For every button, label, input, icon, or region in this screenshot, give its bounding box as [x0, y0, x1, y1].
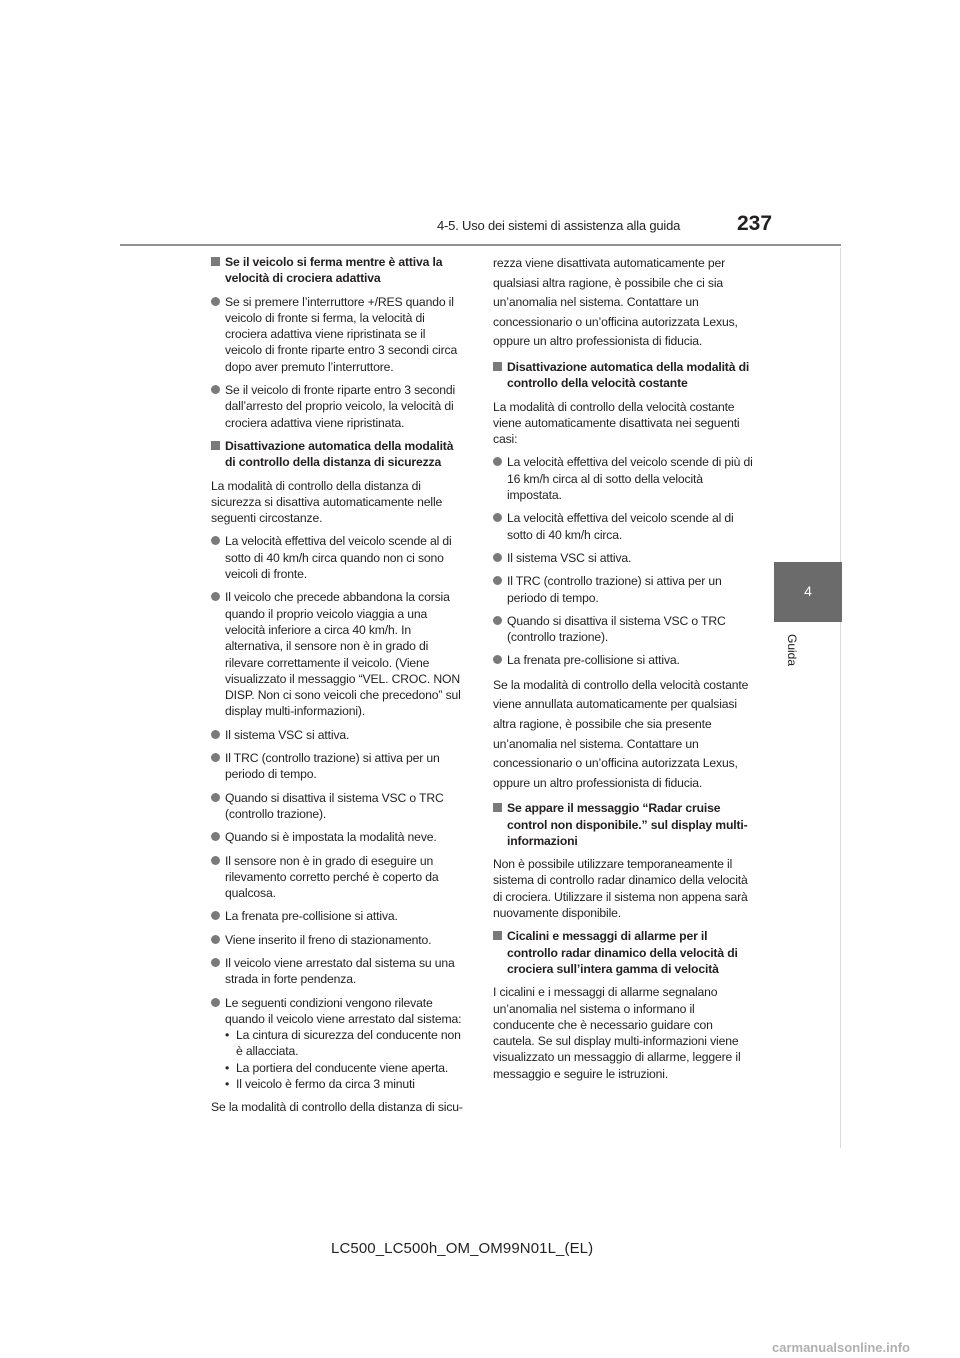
square-bullet-icon — [493, 362, 502, 371]
sub-item-text: La cintura di sicurezza del conducente non è allacciata. — [236, 1028, 461, 1059]
bullet-item — [211, 589, 465, 719]
bullet-item — [211, 533, 465, 582]
sub-item — [225, 1060, 465, 1076]
bullet-item — [211, 829, 465, 845]
bullet-text: Il sistema VSC si attiva. — [225, 727, 350, 742]
chapter-label: Guida — [785, 634, 799, 667]
heading-text: Disattivazione automatica della modalità di controllo della velocità costante — [507, 359, 750, 391]
square-bullet-icon — [211, 441, 220, 450]
round-bullet-icon — [493, 457, 502, 466]
chapter-tab[interactable]: 4 — [774, 562, 842, 622]
bullet-item — [211, 790, 465, 823]
bullet-item — [493, 613, 753, 646]
sub-item-text: La portiera del conducente viene aperta. — [236, 1060, 449, 1075]
bullet-text: Il sensore non è in grado di eseguire un rilevamento corretto perché è coperto da qualcosa. — [225, 853, 439, 901]
round-bullet-icon — [211, 911, 220, 920]
bullet-item — [493, 454, 753, 503]
bullet-item — [211, 382, 465, 431]
bullet-text: Se si premere l’interruttore +/RES quando il veicolo di fronte si ferma, la velocità di crociera adattiva viene ripristinata se il veicolo di fronte riparte entro 3 secondi circa dopo aver premuto l’interruttore. — [225, 294, 458, 374]
round-bullet-icon — [211, 832, 220, 841]
bullet-item — [493, 573, 753, 606]
page-number: 237 — [737, 212, 773, 235]
side-divider — [840, 248, 841, 1148]
round-bullet-icon — [493, 513, 502, 522]
bullet-item — [493, 652, 753, 668]
sub-item-text: Il veicolo è fermo da circa 3 minuti — [236, 1077, 415, 1092]
header-divider — [120, 244, 841, 246]
bullet-item — [493, 510, 753, 543]
heading-text: Se il veicolo si ferma mentre è attiva la velocità di crociera adattiva — [225, 255, 443, 286]
bullet-text: Quando si disattiva il sistema VSC o TRC (controllo trazione). — [507, 613, 726, 645]
round-bullet-icon — [211, 935, 220, 944]
bullet-text: Quando si è impostata la modalità neve. — [225, 830, 437, 845]
bullet-text: Le seguenti condizioni vengono rilevate quando il veicolo viene arrestato dal sistema: — [225, 995, 462, 1026]
bullet-item — [211, 908, 465, 924]
section-heading — [493, 359, 753, 392]
bullet-text: La velocità effettiva del veicolo scende al di sotto di 40 km/h circa. — [507, 511, 734, 542]
bullet-text: Il veicolo che precede abbandona la corsia quando il proprio veicolo viaggia a una velocità inferiore a circa 40 km/h. In alternativa, il sensore non è in grado di rilevare correttamente il veicolo. (Viene visualizzato il messaggio “VEL. CROC. NON DISP. Non ci sono veicoli che precedono” sul display multi-informazioni). — [225, 590, 461, 719]
left-column — [211, 254, 465, 1123]
manual-code: LC500_LC500h_OM_OM99N01L_(EL) — [331, 1240, 594, 1257]
bullet-text: La velocità effettiva del veicolo scende di più di 16 km/h circa al di sotto della velocità impostata. — [507, 455, 753, 503]
bullet-item — [211, 932, 465, 948]
paragraph: rezza viene disattivata automaticamente per qualsiasi altra ragione, è possibile che ci sia un’anomalia nel sistema. Contattare un concessionario o un’officina autorizzata Lexus, oppure un altro professionista di fiducia. — [493, 256, 738, 349]
round-bullet-icon — [211, 730, 220, 739]
square-bullet-icon — [493, 931, 502, 940]
paragraph: La modalità di controllo della distanza di sicurezza si disattiva automaticamente nelle seguenti circostanze. — [211, 478, 443, 526]
paragraph: La modalità di controllo della velocità costante viene automaticamente disattivata nei seguenti casi: — [493, 399, 740, 447]
right-column — [493, 254, 753, 1089]
sub-bullet-icon: • — [225, 1060, 230, 1075]
round-bullet-icon — [211, 958, 220, 967]
paragraph: Non è possibile utilizzare temporaneamente il sistema di controllo radar dinamico della velocità di crociera. Utilizzare il sistema non appena sarà nuovamente disponibile. — [493, 857, 748, 921]
bullet-item — [211, 853, 465, 902]
heading-text: Se appare il messaggio “Radar cruise control non disponibile.” sul display multi-informazioni — [507, 801, 748, 848]
bullet-text: La frenata pre-collisione si attiva. — [507, 653, 680, 668]
heading-text: Disattivazione automatica della modalità di controllo della distanza di sicurezza — [225, 438, 454, 470]
round-bullet-icon — [211, 592, 220, 601]
sub-bullet-icon: • — [225, 1077, 230, 1092]
round-bullet-icon — [493, 616, 502, 625]
square-bullet-icon — [211, 257, 220, 266]
bullet-item — [211, 995, 465, 1093]
bullet-item — [211, 750, 465, 783]
bullet-item — [211, 727, 465, 743]
round-bullet-icon — [211, 385, 220, 394]
round-bullet-icon — [211, 753, 220, 762]
paragraph: I cicalini e i messaggi di allarme segnalano un’anomalia nel sistema o informano il conducente che è necessario guidare con cautela. Se sul display multi-informazioni viene visualizzato un messaggio di allarme, leggere il messaggio e seguire le istruzioni. — [493, 985, 741, 1081]
square-bullet-icon — [493, 803, 502, 812]
section-heading — [211, 438, 465, 471]
bullet-text: Il veicolo viene arrestato dal sistema su una strada in forte pendenza. — [225, 955, 455, 987]
section-title: 4-5. Uso dei sistemi di assistenza alla guida — [437, 218, 681, 233]
section-heading — [493, 928, 753, 977]
section-heading — [211, 254, 465, 287]
heading-text: Cicalini e messaggi di allarme per il controllo radar dinamico della velocità di crociera sull’intera gamma di velocità — [507, 929, 738, 976]
bullet-text: La velocità effettiva del veicolo scende al di sotto di 40 km/h circa quando non ci sono veicoli di fronte. — [225, 534, 452, 582]
round-bullet-icon — [493, 655, 502, 664]
sub-bullet-icon: • — [225, 1028, 230, 1043]
round-bullet-icon — [211, 536, 220, 545]
bullet-item — [211, 955, 465, 988]
bullet-text: Viene inserito il freno di stazionamento. — [225, 932, 432, 947]
bullet-text: Il TRC (controllo trazione) si attiva per un periodo di tempo. — [507, 574, 722, 605]
round-bullet-icon — [211, 793, 220, 802]
section-heading — [493, 800, 753, 849]
paragraph: Se la modalità di controllo della velocità costante viene annullata automaticamente per qualsiasi altra ragione, è possibile che sia presente un’anomalia nel sistema. Contattare un concessionario o un’officina autorizzata Lexus, oppure un altro professionista di fiducia. — [493, 677, 749, 790]
paragraph: Se la modalità di controllo della distanza di sicu- — [211, 1100, 463, 1115]
bullet-item — [211, 294, 465, 375]
round-bullet-icon — [493, 553, 502, 562]
sub-item — [225, 1076, 465, 1092]
round-bullet-icon — [493, 576, 502, 585]
round-bullet-icon — [211, 297, 220, 306]
bullet-text: La frenata pre-collisione si attiva. — [225, 909, 398, 924]
bullet-text: Se il veicolo di fronte riparte entro 3 secondi dall’arresto del proprio veicolo, la velocità di crociera adattiva viene ripristinata. — [225, 383, 456, 430]
bullet-text: Il sistema VSC si attiva. — [507, 550, 632, 565]
round-bullet-icon — [211, 998, 220, 1007]
bullet-item — [493, 550, 753, 566]
bullet-text: Il TRC (controllo trazione) si attiva per un periodo di tempo. — [225, 751, 440, 782]
sub-item — [225, 1027, 465, 1060]
round-bullet-icon — [211, 856, 220, 865]
bullet-text: Quando si disattiva il sistema VSC o TRC (controllo trazione). — [225, 790, 444, 821]
watermark: carmanualsonline.info — [772, 1340, 910, 1355]
